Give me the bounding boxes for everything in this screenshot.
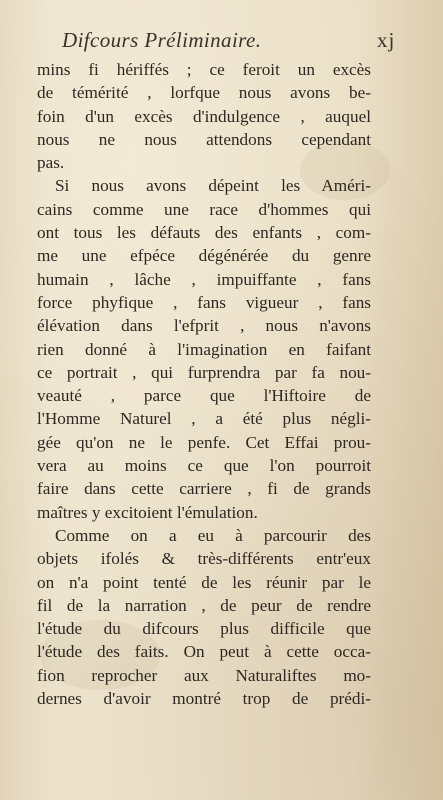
text-line: maîtres y excitoient l'émulation. (37, 502, 258, 522)
text-line: l'étude du difcours plus difficile que (37, 619, 371, 639)
text-line: de témérité , lorfque nous avons be- (37, 83, 371, 103)
text-line: élévation dans l'efprit , nous n'avons (37, 316, 371, 336)
text-line: humain , lâche , impuiffante , fans (37, 269, 371, 289)
text-line: Comme on a eu à parcourir des (55, 525, 371, 545)
text-line: Si nous avons dépeint les Améri- (55, 176, 371, 196)
text-line: cains comme une race d'hommes qui (37, 199, 371, 219)
page-header (0, 28, 443, 54)
text-line: ont tous les défauts des enfants , com- (37, 223, 371, 243)
text-line: vera au moins ce que l'on pourroit (37, 456, 371, 476)
page-number: xj (377, 28, 396, 52)
body-text (37, 58, 371, 710)
text-line: fion reprocher aux Naturaliftes mo- (37, 665, 371, 685)
text-line: rien donné à l'imagination en faifant (37, 339, 371, 359)
text-line: me une efpéce dégénérée du genre (37, 246, 371, 266)
text-line: dernes d'avoir montré trop de prédi- (37, 689, 371, 709)
text-line: mins fi hériffés ; ce feroit un excès (37, 60, 371, 79)
text-line: faire dans cette carriere , fi de grands (37, 479, 371, 499)
text-line: foin d'un excès d'indulgence , auquel (37, 106, 371, 126)
text-line: pas. (37, 153, 65, 173)
text-line: on n'a point tenté de les réunir par le (37, 572, 371, 592)
text-line: fil de la narration , de peur de rendre (37, 595, 371, 615)
text-line: gée qu'on ne le penfe. Cet Effai prou- (37, 432, 371, 452)
text-line: nous ne nous attendons cependant (37, 129, 371, 149)
running-title: Difcours Préliminaire. (62, 28, 262, 52)
text-line: force phyfique , fans vigueur , fans (37, 292, 371, 312)
text-line: objets ifolés & très-différents entr'eux (37, 549, 371, 569)
text-line: l'étude des faits. On peut à cette occa- (37, 642, 371, 662)
text-line: ce portrait , qui furprendra par fa nou- (37, 362, 371, 382)
text-line: veauté , parce que l'Hiftoire de (37, 386, 371, 406)
text-line: l'Homme Naturel , a été plus négli- (37, 409, 371, 429)
